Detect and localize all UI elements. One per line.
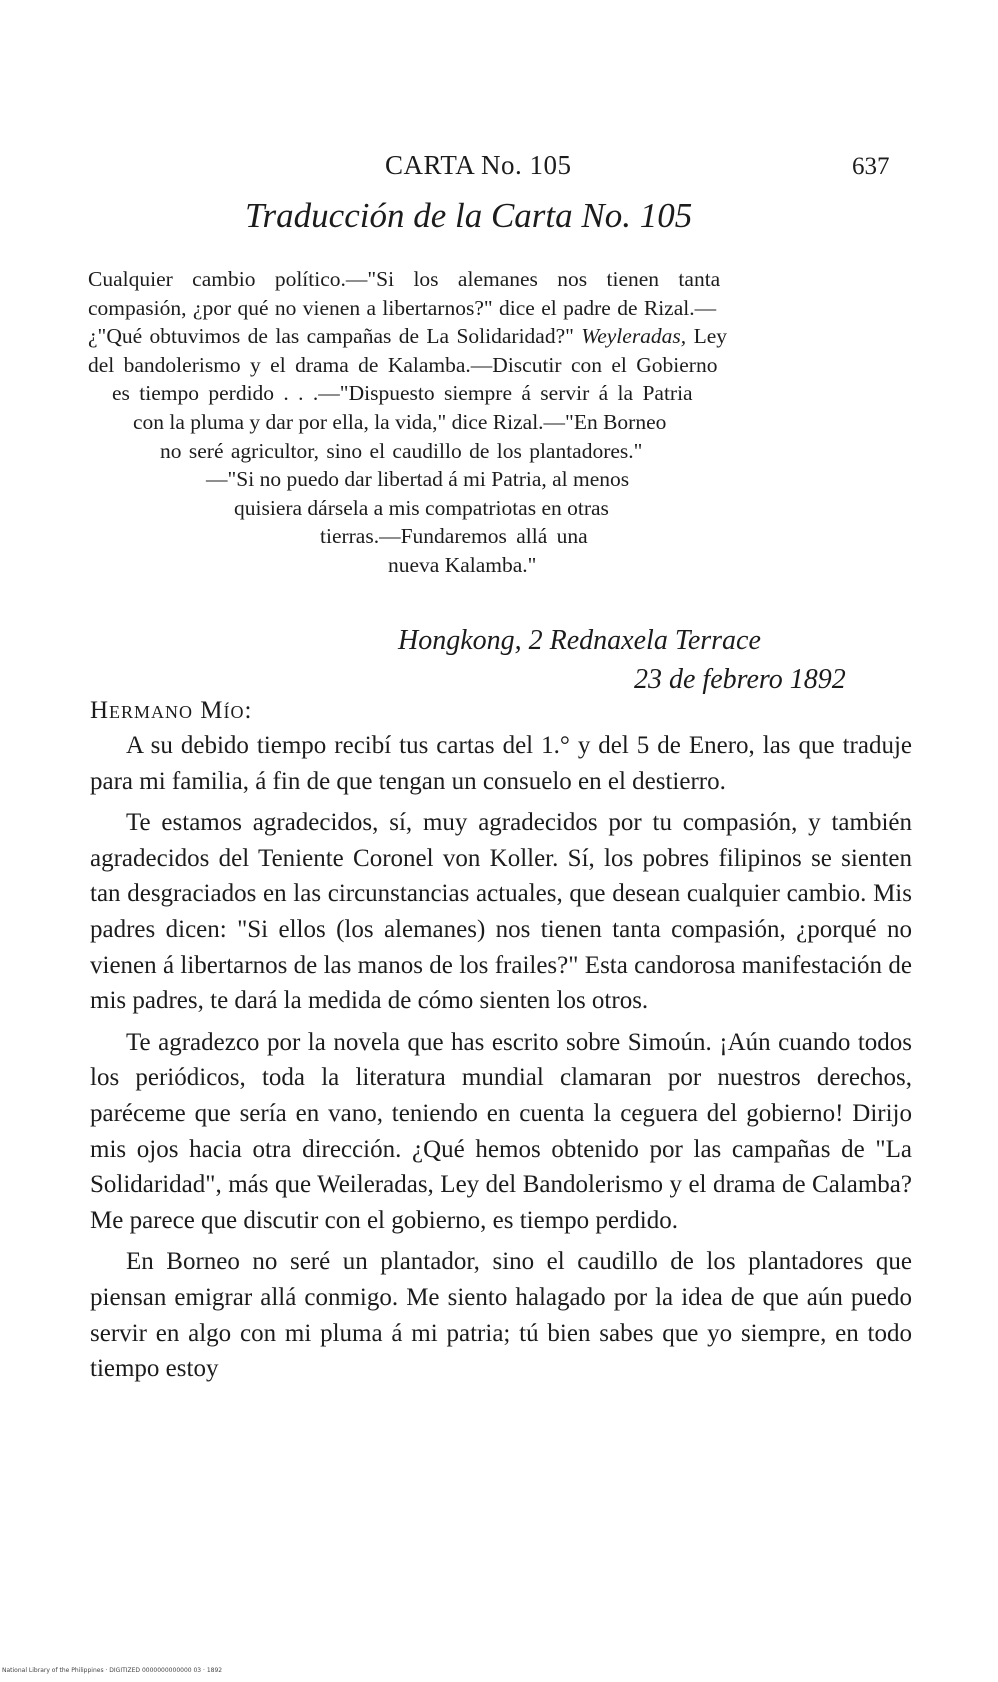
summary-line: —"Si no puedo dar libertad á mi Patria, al menos bbox=[206, 467, 630, 491]
letter-date: 23 de febrero 1892 bbox=[634, 664, 846, 695]
running-head bbox=[0, 150, 998, 190]
summary-line: con la pluma y dar por ella, la vida," dice Rizal.—"En Borneo bbox=[133, 410, 667, 434]
summary-line-tail: Ley bbox=[686, 324, 727, 348]
body-paragraph: En Borneo no seré un plantador, sino el caudillo de los plantadores que piensan emigrar allá conmigo. Me siento halagado por la idea de que aún puedo servir en algo con mi pluma á mi patria; tú bien sabes que yo siempre, en todo tiempo estoy bbox=[90, 1248, 912, 1383]
summary-line: del bandolerismo y el drama de Kalamba.—Discutir con el Gobierno bbox=[88, 353, 718, 377]
summary-line: compasión, ¿por qué no vienen a libertarnos?" dice el padre de Rizal.— bbox=[88, 296, 717, 320]
carta-heading: CARTA No. 105 bbox=[385, 150, 572, 180]
summary-line: tierras.—Fundaremos allá una bbox=[320, 524, 588, 548]
letter-title: Traducción de la Carta No. 105 bbox=[245, 196, 693, 235]
summary-line bbox=[88, 322, 727, 351]
summary-line: nueva Kalamba." bbox=[388, 553, 537, 577]
body-paragraph: A su debido tiempo recibí tus cartas del 1.° y del 5 de Enero, las que traduje para mi familia, á fin de que tengan un consuelo en el destierro. bbox=[90, 732, 912, 795]
summary-italic-phrase: Weyleradas, bbox=[581, 324, 687, 348]
page-number: 637 bbox=[852, 153, 890, 180]
summary-line-text: ¿"Qué obtuvimos de las campañas de La Solidaridad?" bbox=[88, 324, 574, 348]
summary-line: Cualquier cambio político.—"Si los alemanes nos tienen tanta bbox=[88, 267, 721, 291]
summary-line: es tiempo perdido . . .—"Dispuesto siempre á servir á la Patria bbox=[112, 381, 693, 405]
body-paragraph: Te estamos agradecidos, sí, muy agradecidos por tu compasión, y también agradecidos del Teniente Coronel von Koller. Sí, los pobres filipinos se sienten tan desgraciados en las circunstancias actuales, que desean cualquier cambio. Mis padres dicen: "Si ellos (los alemanes) nos tienen tanta compasión, ¿porqué no vienen á libertarnos de las manos de los frailes?" Esta candorosa manifestación de mis padres, te dará la medida de cómo sienten los otros. bbox=[90, 809, 912, 1015]
letter-place: Hongkong, 2 Rednaxela Terrace bbox=[398, 625, 761, 656]
body-paragraph: Te agradezco por la novela que has escrito sobre Simoún. ¡Aún cuando todos los periódicos, toda la literatura mundial clamaran por nuestros derechos, paréceme que sería en vano, teniendo en cuenta la ceguera del gobierno! Dirijo mis ojos hacia otra dirección. ¿Qué hemos obtenido por las campañas de "La Solidaridad", más que Weileradas, Ley del Bandolerismo y el drama de Calamba? Me parece que discutir con el gobierno, es tiempo perdido. bbox=[90, 1028, 912, 1234]
letter-body bbox=[90, 728, 912, 1393]
summary-line: quisiera dársela a mis compatriotas en otras bbox=[234, 496, 609, 520]
summary-line: no seré agricultor, sino el caudillo de los plantadores." bbox=[160, 439, 643, 463]
salutation: Hermano Mío: bbox=[90, 697, 253, 724]
archive-stamp: National Library of the Philippines · DIGITIZED 0000000000000 03 · 1892 bbox=[2, 1667, 223, 1674]
